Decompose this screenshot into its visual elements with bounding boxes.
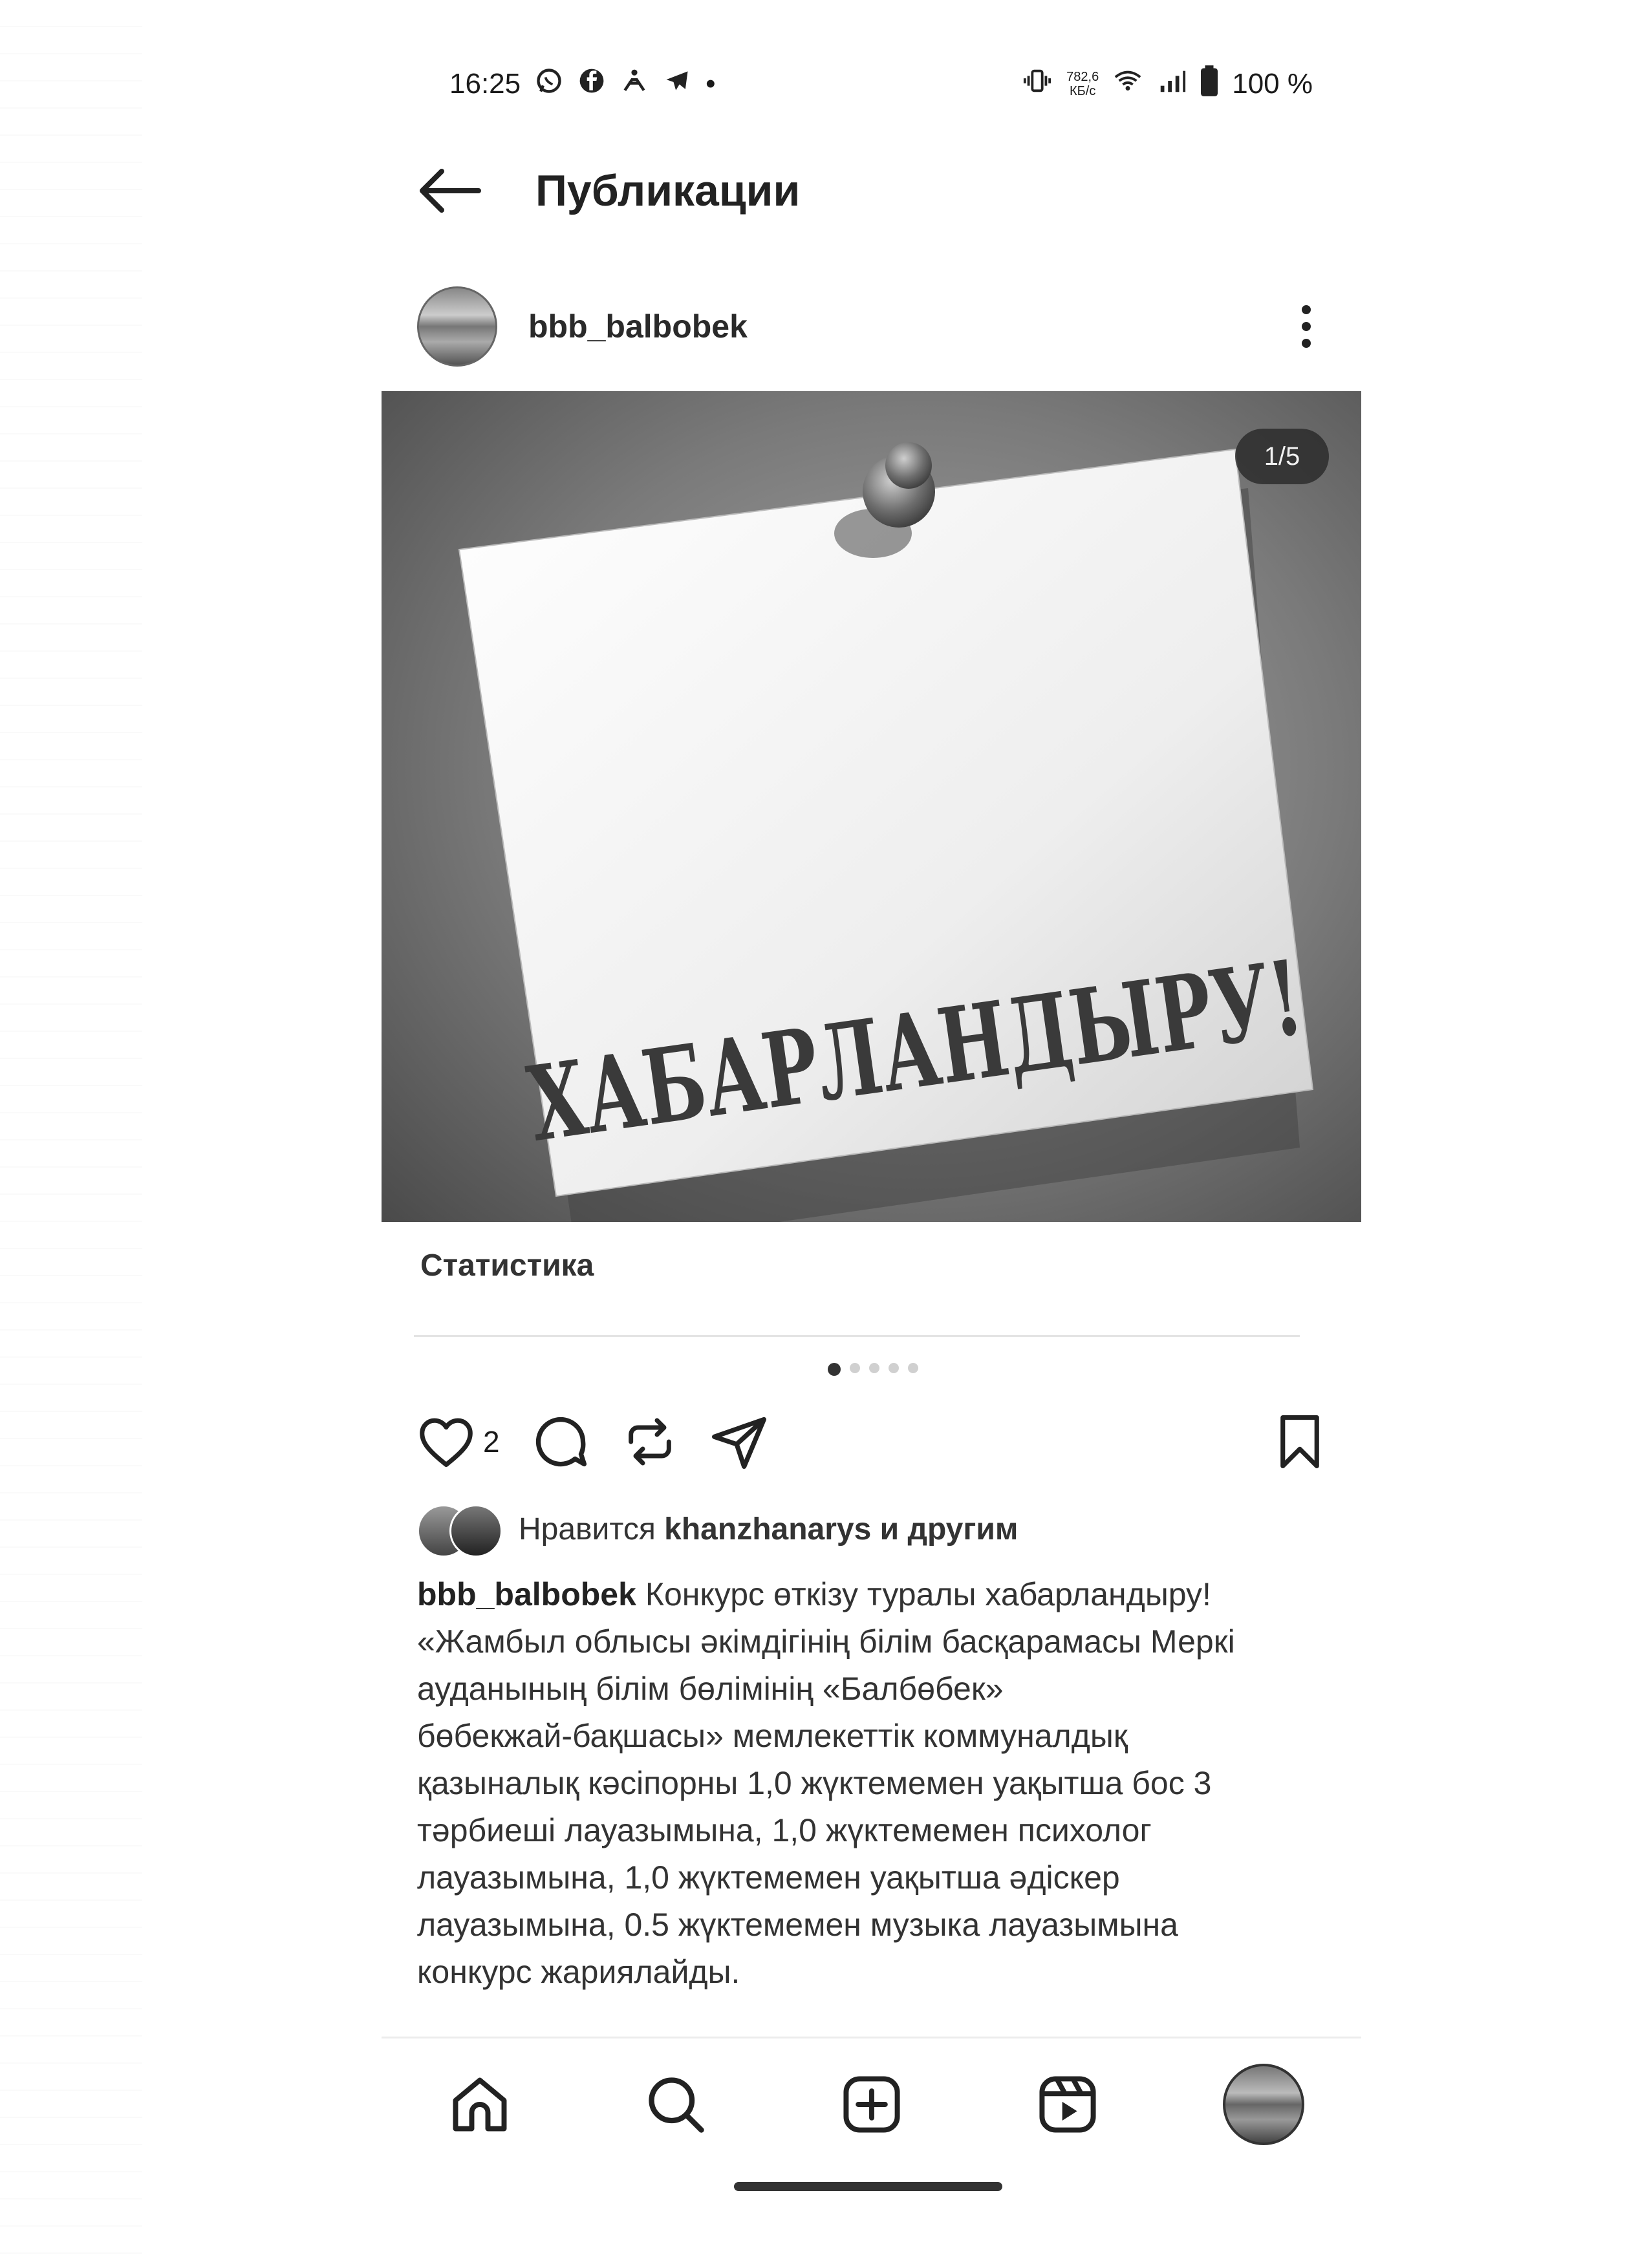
scan-noise [0, 0, 142, 2268]
app-header [414, 155, 1332, 226]
status-bar [449, 61, 1313, 107]
back-button[interactable] [414, 155, 485, 226]
signal-icon [1157, 68, 1187, 101]
announcement-picture [382, 391, 1361, 1222]
repost-icon [621, 1413, 678, 1470]
image-headline: ХАБАРЛАНДЫРУ! [521, 937, 1310, 1166]
caption-line: бөбекжай-бақшасы» мемлекеттік коммуналдық [417, 1718, 1128, 1754]
speed-unit: КБ/с [1070, 84, 1096, 98]
carousel-dots [375, 1363, 1371, 1376]
heart-icon [417, 1415, 475, 1468]
caption-line: лауазымына, 0.5 жүктемемен музыка лауазымына [417, 1907, 1178, 1943]
nav-create[interactable] [830, 2062, 914, 2146]
liker-avatar [449, 1504, 502, 1557]
telegram-icon [663, 67, 691, 102]
page-title: Публикации [535, 166, 801, 215]
like-button[interactable] [417, 1415, 500, 1468]
app-icon [620, 67, 649, 102]
status-left [449, 67, 716, 102]
caption-text: Конкурс өткізу туралы хабарландыру! [645, 1576, 1211, 1612]
caption-line: ауданының білім бөлімінің «Балбөбек» [417, 1671, 1004, 1707]
network-speed [1066, 70, 1099, 98]
caption-line: лауазымына, 1,0 жүктемемен уақытша әдіскер [417, 1859, 1120, 1896]
comment-icon [531, 1412, 590, 1471]
likes-user[interactable]: khanzhanarys [664, 1512, 872, 1546]
caption-line: тәрбиеші лауазымына, 1,0 жүктемемен психолог [417, 1812, 1152, 1848]
likes-suffix: и другим [879, 1512, 1018, 1546]
post-header [417, 288, 1326, 365]
statistics-link[interactable]: Статистика [420, 1248, 594, 1283]
nav-home[interactable] [438, 2062, 522, 2146]
profile-avatar [1223, 2064, 1304, 2145]
carousel-dot [908, 1363, 918, 1373]
bookmark-icon [1274, 1413, 1326, 1471]
author-username[interactable]: bbb_balbobek [528, 308, 748, 345]
whatsapp-icon [535, 67, 563, 102]
search-icon [643, 2072, 708, 2137]
comment-button[interactable] [531, 1412, 590, 1471]
phone-screen [375, 0, 1371, 2268]
create-icon [839, 2072, 904, 2137]
battery-icon [1201, 65, 1218, 103]
home-indicator[interactable] [734, 2182, 1002, 2191]
carousel-dot [828, 1363, 841, 1376]
more-options-button[interactable] [1287, 294, 1326, 359]
nav-search[interactable] [634, 2062, 718, 2146]
slide-counter: 1/5 [1235, 429, 1329, 484]
carousel-dot [869, 1363, 879, 1373]
nav-divider [382, 2037, 1361, 2038]
nav-reels[interactable] [1026, 2062, 1110, 2146]
post-image[interactable] [382, 391, 1361, 1222]
pin-cap [885, 442, 932, 489]
status-dot: • [706, 68, 716, 100]
send-icon [709, 1412, 769, 1471]
caption-username[interactable]: bbb_balbobek [417, 1576, 636, 1612]
caption-line [417, 1571, 1335, 1618]
vibrate-icon [1022, 68, 1052, 101]
share-button[interactable] [709, 1412, 769, 1471]
like-count: 2 [483, 1425, 500, 1459]
home-icon [447, 2072, 512, 2137]
carousel-dot [889, 1363, 899, 1373]
more-vertical-icon [1300, 303, 1313, 350]
back-arrow-icon [417, 168, 482, 213]
likes-summary[interactable] [417, 1500, 1326, 1558]
author-avatar[interactable] [417, 286, 497, 367]
bottom-navigation [382, 2056, 1361, 2153]
facebook-icon [577, 67, 606, 102]
carousel-dot [850, 1363, 860, 1373]
post-actions [417, 1403, 1326, 1481]
wifi-icon [1113, 68, 1143, 101]
caption-line: қазыналық кәсіпорны 1,0 жүктемемен уақытша бос 3 [417, 1765, 1212, 1801]
likes-text [519, 1512, 1018, 1547]
stats-divider [414, 1335, 1300, 1337]
save-button[interactable] [1274, 1413, 1326, 1471]
nav-profile[interactable] [1222, 2062, 1306, 2146]
caption-line: «Жамбыл облысы әкімдігінің білім басқарамасы Меркі [417, 1623, 1235, 1660]
post-caption [417, 1571, 1335, 1996]
reels-icon [1035, 2072, 1100, 2137]
caption-line: конкурс жариялайды. [417, 1954, 740, 1990]
speed-value: 782,6 [1066, 70, 1099, 84]
repost-button[interactable] [621, 1413, 678, 1470]
liker-avatars [417, 1503, 504, 1555]
likes-prefix: Нравится [519, 1512, 656, 1546]
status-time: 16:25 [449, 68, 521, 100]
status-right [1022, 65, 1313, 103]
battery-level: 100 % [1232, 68, 1313, 100]
